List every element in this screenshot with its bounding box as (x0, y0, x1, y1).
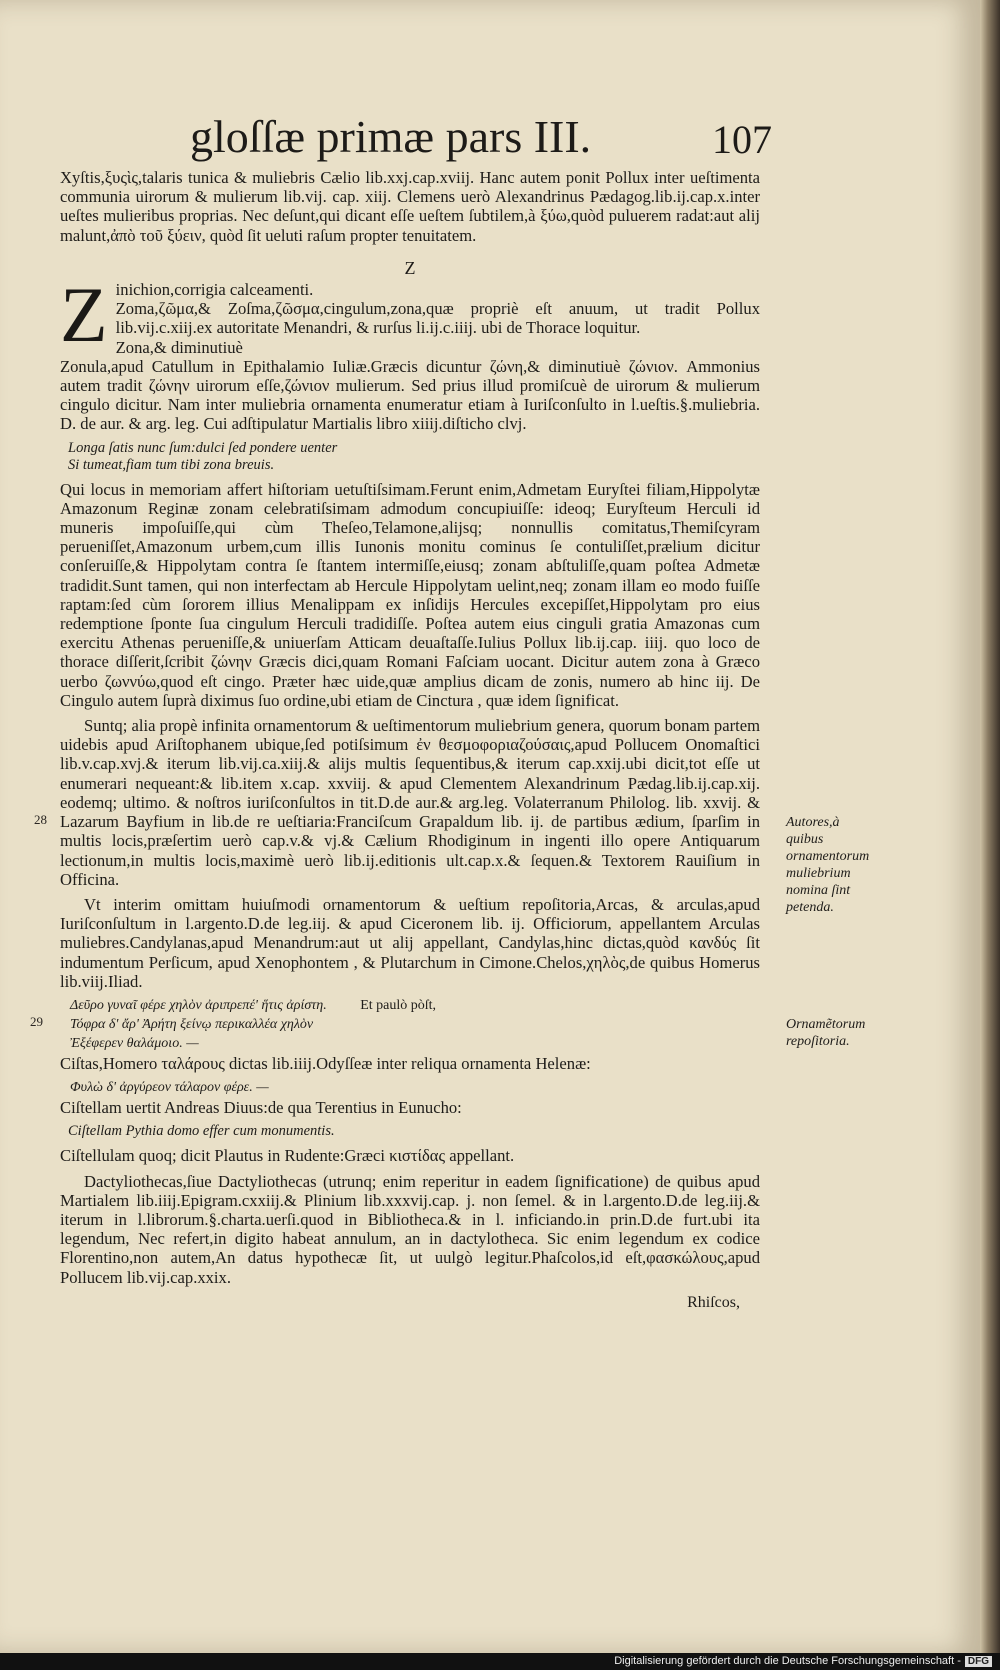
page-number: 107 (712, 117, 772, 162)
margin-number-29: 29 (30, 1014, 43, 1029)
entry-cistellulam: Ciſtellulam quoq; dicit Plautus in Rudente:Græci κιστίδας appellant. (60, 1146, 515, 1166)
entry-zinichion (60, 271, 760, 359)
dfg-logo: DFG (965, 1656, 992, 1667)
greek-line-3: Ἐξέφερεν θαλάμοιο. — (70, 1035, 199, 1051)
entry-zona: Zona,& diminutiuè (115, 337, 243, 357)
margin-note-autores: Autores,à quibus ornamentorum muliebrium nomina ſint petenda. (786, 815, 870, 915)
running-head: gloſſæ primæ pars III. (190, 111, 592, 162)
greek-line-4: Φυλὼ δ' ἀργύρεον τάλαρον φέρε. — (70, 1080, 269, 1096)
margin-note-repositoria: Ornamẽtorum repoſitoria. (786, 1017, 866, 1049)
entry-zonula: Zonula,apud Catullum in Epithalamio Iuliæ.Græcis dicuntur ζώνη,& diminutiuè ζώνιον. Ammonius autem tradit ζώνην uirorum eſſe,ζώνιον mulierum. Sed prius illud promiſcuè de uirorum & mulierum cingulo dicitur. Nam inter muliebria ornamenta enumeratur etiam à Iuriſconſulto in l.ueſtis.§.muliebria. D. de aur. & arg. leg. Cui adſtipulatur Martialis libro xiiij.diſticho clvj. (60, 356, 760, 434)
verse-3: Ciſtellam Pythia domo effer cum monumentis. (68, 1123, 335, 1140)
greek-line-2: Τόφρα δ' ἄρ' Ἀρήτη ξείνῳ περικαλλέα χηλὸν (70, 1016, 314, 1032)
et-paulo-post: Et paulò pòſt, (360, 997, 437, 1013)
greek-quote-1 (70, 997, 760, 1014)
entry-vt-interim: Vt interim omittam huiuſmodi ornamentorum & ueſtium repoſitoria,Arcas, & arculas,apud Iuriſconſultum in l.argento.D.de leg.iij. & apud Ciceronem lib. ij. Officiorum, appellantem Arculas muliebres.Candylanas,apud Menandrum:aut ut alij appellant, Candylas,hinc dictas,quòd κανδύς ſit indumentum Perſicum, apud Xenophontem , & Plutarchum in Cimone.Chelos,χηλὸς,de quibus Homerus lib.viij.Iliad. (60, 894, 760, 991)
catchword: Rhiſcos, (687, 1293, 740, 1311)
entry-historia: Qui locus in memoriam affert hiſtoriam uetuſtiſsimam.Ferunt enim,Admetam Euryſtei filiam,Hippolytæ Amazonum Reginæ zonam celebratiſsimam admodum concupiuiſſe: ideoq; Euryſteum Herculi id muneris impoſuiſſe,qui cùm Theſeo,Telamone,alijsq; nonnullis comitatus,Themiſcyram perueniſſet,Amazonum urbem,cum illis Iunonis monitu cominus ſe contuliſſet,prælium dicitur conſeruiſſe,& Hippolytam contra ſe ſtantem intermiſſe,eiusq; zonam abſtuliſſe,quam poſtea Admetæ tradidit.Sunt tamen, qui non interfectam ab Hercule Hippolytam uelint,neq; zonam illam eo modo fuiſſe raptam:ſed cùm ſororem illius Menalippam ex inſidijs Hercules excepiſſet,Hippolytam pro eius redemptione ſponte ſua cingulum Herculi tradidiſſe. Poſtea autem eius cinguli gratia Amazonas cum exercitu Athenas perueniſſe,& uniuerſam Atticam deuaſtaſſe.Iulius Pollux lib.ij.cap. iiij. quo loco de thorace diſſerit,ſcribit ζώνην Græcis dici,quam Romani Faſciam uocant. Dicitur autem zona à Græco uerbo ζωννύω,quod eſt cingo. Præter hæc uide,quæ amplius dicam de zonis, numero ab hinc iij. De Cingulo autem ſuprà diximus ſuo ordine,ubi etiam de Cinctura , quæ idem ſignificat. (60, 479, 760, 710)
entry-zinichion-text: inichion,corrigia calceamenti. (115, 280, 314, 300)
drop-cap-initial: Z (60, 271, 108, 359)
text-column (60, 168, 760, 1312)
entry-cistas: Ciſtas,Homero ταλάρους dictas lib.iiij.Odyſſeæ inter reliqua ornamenta Helenæ: (60, 1053, 591, 1073)
entry-zoma: Zoma,ζῶμα,& Zoſma,ζῶσμα,cingulum,zona,quæ propriè eſt anuum, ut tradit Pollux lib.vij.c.xiij.ex autoritate Menandri, & rurſus li.ij.c.iiij. ubi de Thorace loquitur. (115, 299, 760, 338)
entry-suntque: Suntq; alia propè infinita ornamentorum & ueſtimentorum muliebrium genera, quorum bonam partem uidebis apud Ariſtophanem ubique,ſed potiſsimum ἐν θεσμοφοριαζούσαις,apud Pollucem Onomaſtici lib.v.cap.xvj.& iterum lib.vij.ca.xiij.& alijs multis ſequentibus,& iterum cap.xxij.ubi dicit,tot eſſe ut enumerari nequeant:& lib.item x.cap. xxviij. & apud Clementem Alexandrinum Pædag.lib.ij.cap.xij. eodemq; ultimo. & noſtros iuriſconſultos in tit.D.de aur.& arg.leg. Volaterranum Philolog. lib. xxvij. & Lazarum Bayfium in lib.de re ueſtiaria:Franciſcum Grapaldum lib. ij. de partibus ædium, ſparſim in multis locis,præſertim uerò cap.v.& vj.& Cælium Rhodiginum in ingenti illo opere Antiquarum lectionum,in multis locis,maximè uerò lib.ij.editionis ult.cap.x.& ſequen.& Textorem Rauiſium in Officina. (60, 716, 760, 889)
footer-bar (0, 1653, 1000, 1670)
greek-line-1: Δεῦρο γυναῖ φέρε χηλὸν ἀριπρεπέ' ἥτις ἀρίστη. (70, 997, 327, 1013)
page-edge (980, 0, 1000, 1653)
section-letter: Z (404, 257, 416, 278)
verse-1: Longa ſatis nunc ſum:dulci ſed pondere uenter (68, 439, 338, 456)
margin-number-28: 28 (34, 812, 47, 827)
entry-xystis: Xyſtis,ξυςὶς,talaris tunica & muliebris Cælio lib.xxj.cap.xviij. Hanc autem ponit Pollux inter ueſtimenta communia uirorum & mulierum lib.vij. cap. xiij. Clemens uerò Alexandrinus Pædagog.lib.ij.cap.x.inter ueſtes mulieribus proprias. Nec deſunt,qui dicant eſſe ueſtem ſubtilem,à ξύω,quòd puluerem radat:aut alij malunt,ἀπὸ τοῦ ξύειν, quòd ſit ueluti raſum propter tenuitatem. (60, 168, 760, 245)
footer-text: Digitalisierung gefördert durch die Deutsche Forschungsgemeinschaft - (614, 1655, 961, 1667)
entry-cistellam: Ciſtellam uertit Andreas Diuus:de qua Terentius in Eunucho: (60, 1098, 462, 1118)
entry-dactylothecas: Dactyliothecas,ſiue Dactyliothecas (utrunq; enim reperitur in eadem ſignificatione) de quibus apud Martialem lib.iiij.Epigram.cxxiij.& Plinium lib.xxxvij.cap. j. non ſemel. & in l.argento.D.de leg.iij.& iterum in l.librorum.§.charta.uerſi.quod in Bibliotheca.& in l. inficiando.in prin.D.de furt.ubi ita legendum, Nec refert,in digito habeat annulum, an in dactylotheca. Sic enim legendum ex codice Florentino,non autem,An datus hypothecæ ſit, ut uulgò legitur.Phaſcolos,id eſt,φασκώλους,apud Pollucem lib.vij.cap.xxix. (60, 1171, 760, 1287)
verse-2: Si tumeat,fiam tum tibi zona breuis. (68, 456, 275, 473)
